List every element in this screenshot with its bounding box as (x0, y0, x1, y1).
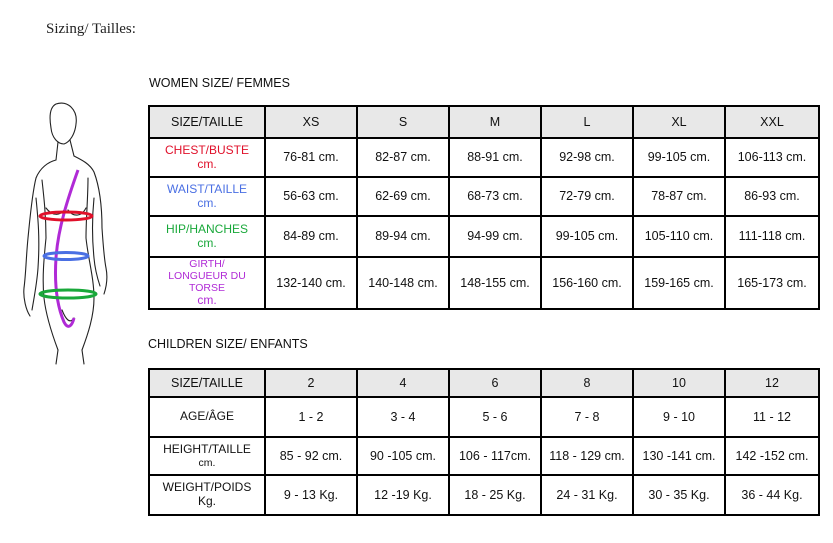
women-waist-row (149, 177, 819, 216)
children-header-row (149, 369, 819, 397)
table-cell: 99-105 cm. (541, 216, 633, 257)
table-cell: 24 - 31 Kg. (541, 475, 633, 515)
table-cell: 1 - 2 (265, 397, 357, 437)
table-cell: 18 - 25 Kg. (449, 475, 541, 515)
hip-label: HIP/HANCHES (165, 221, 248, 236)
girth-label: GIRTH/ (189, 258, 225, 270)
table-cell: 99-105 cm. (633, 138, 725, 177)
table-cell: 85 - 92 cm. (265, 437, 357, 475)
body-measurement-figure (18, 98, 123, 366)
children-section-title: CHILDREN SIZE/ ENFANTS (148, 337, 308, 351)
table-cell: 86-93 cm. (725, 177, 819, 216)
age-label: AGE/ÂGE (179, 409, 235, 424)
hip-unit: cm. (197, 235, 217, 250)
table-cell: 165-173 cm. (725, 257, 819, 309)
table-cell: 11 - 12 (725, 397, 819, 437)
weight-label-cell (149, 475, 265, 515)
waist-unit: cm. (197, 195, 217, 210)
children-size-10: 10 (633, 369, 725, 397)
children-size-2: 2 (265, 369, 357, 397)
table-cell: 156-160 cm. (541, 257, 633, 309)
girth-label-cell (149, 257, 265, 309)
table-cell: 78-87 cm. (633, 177, 725, 216)
chest-unit: cm. (197, 156, 217, 171)
table-cell: 3 - 4 (357, 397, 449, 437)
children-size-table (148, 368, 820, 516)
table-cell: 140-148 cm. (357, 257, 449, 309)
table-cell: 9 - 13 Kg. (265, 475, 357, 515)
children-size-4: 4 (357, 369, 449, 397)
women-chest-row (149, 138, 819, 177)
women-header-label: SIZE/TAILLE (149, 106, 265, 138)
table-cell: 30 - 35 Kg. (633, 475, 725, 515)
table-cell: 68-73 cm. (449, 177, 541, 216)
table-cell: 9 - 10 (633, 397, 725, 437)
chest-label-cell (149, 138, 265, 177)
table-cell: 7 - 8 (541, 397, 633, 437)
weight-label: WEIGHT/POIDS (162, 480, 252, 495)
children-age-row (149, 397, 819, 437)
table-cell: 92-98 cm. (541, 138, 633, 177)
mannequin-illustration (18, 98, 123, 366)
children-size-6: 6 (449, 369, 541, 397)
table-cell: 72-79 cm. (541, 177, 633, 216)
table-cell: 130 -141 cm. (633, 437, 725, 475)
table-cell: 88-91 cm. (449, 138, 541, 177)
hip-label-cell (149, 216, 265, 257)
table-cell: 76-81 cm. (265, 138, 357, 177)
table-cell: 5 - 6 (449, 397, 541, 437)
women-size-s: S (357, 106, 449, 138)
children-size-12: 12 (725, 369, 819, 397)
women-section-title: WOMEN SIZE/ FEMMES (149, 76, 290, 90)
women-girth-row (149, 257, 819, 309)
height-label: HEIGHT/TAILLE (163, 442, 251, 457)
height-label-cell (149, 437, 265, 475)
table-cell: 82-87 cm. (357, 138, 449, 177)
women-size-table (148, 105, 820, 310)
table-cell: 36 - 44 Kg. (725, 475, 819, 515)
table-cell: 142 -152 cm. (725, 437, 819, 475)
women-size-xl: XL (633, 106, 725, 138)
table-cell: 84-89 cm. (265, 216, 357, 257)
chest-label: CHEST/BUSTE (164, 142, 249, 157)
waist-label: WAIST/TAILLE (166, 181, 247, 196)
table-cell: 106 - 117cm. (449, 437, 541, 475)
table-cell: 12 -19 Kg. (357, 475, 449, 515)
table-cell: 132-140 cm. (265, 257, 357, 309)
waist-label-cell (149, 177, 265, 216)
table-cell: 94-99 cm. (449, 216, 541, 257)
women-size-l: L (541, 106, 633, 138)
women-hip-row (149, 216, 819, 257)
table-cell: 111-118 cm. (725, 216, 819, 257)
age-label-cell (149, 397, 265, 437)
women-size-m: M (449, 106, 541, 138)
children-weight-row (149, 475, 819, 515)
women-size-xs: XS (265, 106, 357, 138)
table-cell: 56-63 cm. (265, 177, 357, 216)
table-cell: 62-69 cm. (357, 177, 449, 216)
children-height-row (149, 437, 819, 475)
height-unit: cm. (198, 456, 216, 469)
table-cell: 118 - 129 cm. (541, 437, 633, 475)
weight-unit: Kg. (197, 494, 216, 508)
children-size-8: 8 (541, 369, 633, 397)
table-cell: 90 -105 cm. (357, 437, 449, 475)
children-header-label: SIZE/TAILLE (149, 369, 265, 397)
women-header-row (149, 106, 819, 138)
table-cell: 148-155 cm. (449, 257, 541, 309)
girth-unit: cm. (197, 293, 217, 308)
women-size-xxl: XXL (725, 106, 819, 138)
table-cell: 105-110 cm. (633, 216, 725, 257)
girth-label-line2: LONGUEUR DU TORSE (168, 270, 246, 295)
table-cell: 159-165 cm. (633, 257, 725, 309)
table-cell: 89-94 cm. (357, 216, 449, 257)
page-title: Sizing/ Tailles: (46, 21, 136, 37)
table-cell: 106-113 cm. (725, 138, 819, 177)
